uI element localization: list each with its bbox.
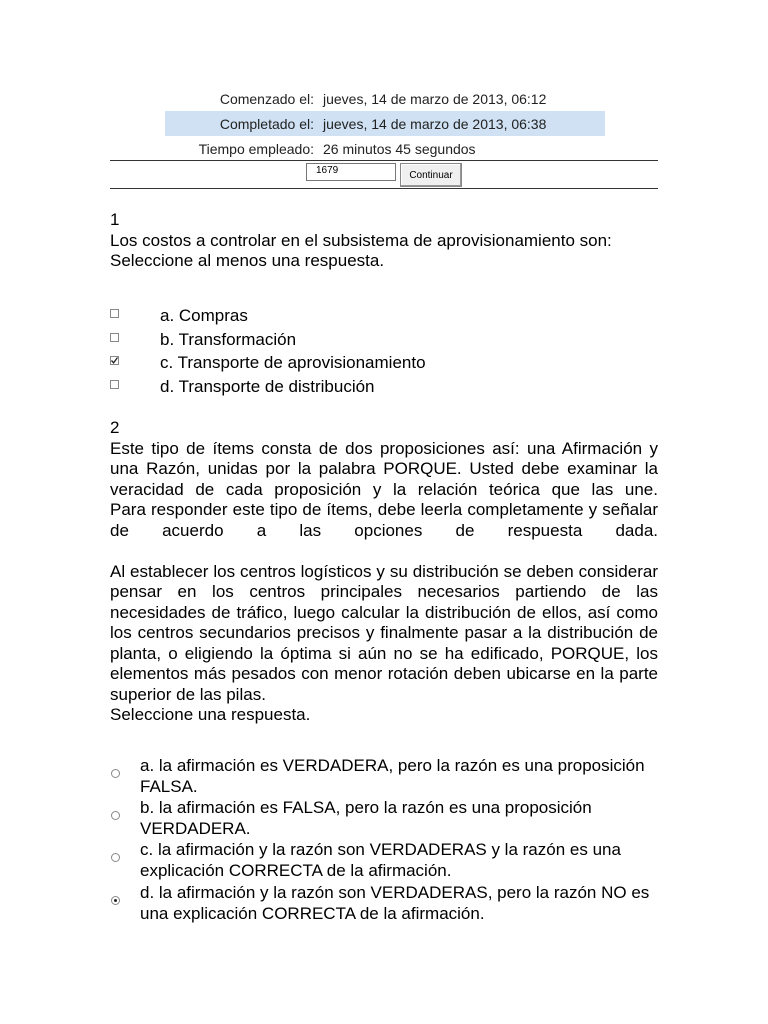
option-label: d. Transporte de distribución — [160, 377, 375, 396]
question-text: Los costos a controlar en el subsistema de aprovisionamiento son: — [110, 230, 612, 250]
option-label: c. la afirmación y la razón son VERDADERAS y la razón es una explicación CORRECTA de la afirmación. — [140, 840, 621, 880]
elapsed-label: Tiempo empleado: — [198, 141, 314, 157]
attempt-summary — [110, 86, 658, 161]
started-row — [110, 86, 658, 111]
completed-value: jueves, 14 de marzo de 2013, 06:38 — [323, 116, 547, 132]
started-value: jueves, 14 de marzo de 2013, 06:12 — [323, 91, 547, 107]
question-instruction: Seleccione al menos una respuesta. — [110, 251, 385, 270]
question-2 — [110, 418, 658, 726]
divider-top — [110, 160, 658, 161]
question-intro-2: Para responder este tipo de ítems, debe leerla completamente y señalar de acuerdo a las opciones de respuesta dada. — [110, 500, 658, 540]
divider-bottom — [110, 188, 658, 189]
question-intro-1: Este tipo de ítems consta de dos proposiciones así: una Afirmación y una Razón, unidas por la palabra PORQUE. Usted debe examinar la veracidad de cada proposición y la relación teórica que las une. — [110, 438, 658, 499]
completed-label: Completado el: — [219, 116, 314, 132]
question-number: 2 — [110, 418, 120, 437]
option-label: b. Transformación — [160, 330, 297, 349]
check-icon — [111, 357, 118, 364]
page-code-input[interactable]: 1679 — [306, 163, 396, 181]
checkbox[interactable] — [110, 309, 119, 318]
option-label: d. la afirmación y la razón son VERDADERAS, pero la razón NO es una explicación CORRECTA de la afirmación. — [140, 883, 650, 923]
option-label: a. la afirmación es VERDADERA, pero la razón es una proposición FALSA. — [140, 756, 645, 796]
completed-row — [165, 111, 605, 136]
question-number: 1 — [110, 210, 120, 229]
radio-button[interactable] — [111, 769, 120, 778]
option-label: b. la afirmación es FALSA, pero la razón es una proposición VERDADERA. — [140, 798, 592, 838]
started-label: Comenzado el: — [219, 91, 314, 107]
option-label: c. Transporte de aprovisionamiento — [160, 353, 426, 372]
question-instruction: Seleccione una respuesta. — [110, 705, 311, 724]
radio-button[interactable] — [111, 811, 120, 820]
question-statement: Al establecer los centros logísticos y su distribución se deben considerar pensar en los centros principales necesarios partiendo de las necesidades de tráfico, luego calcular la distribución de ellos, así como los centros secundarios precisos y finalmente pasar a la distribución de planta, o eligiendo la óptima si aún no se ha edificado, PORQUE, los elementos más pesados con menor rotación deben ubicarse en la parte superior de las pilas. — [110, 561, 658, 704]
continue-button[interactable]: Continuar — [400, 163, 462, 187]
checkbox[interactable] — [110, 380, 119, 389]
radio-button-selected[interactable] — [111, 896, 120, 905]
elapsed-row — [110, 136, 658, 161]
checkbox-checked[interactable] — [110, 356, 119, 365]
question-1 — [110, 210, 658, 272]
elapsed-value: 26 minutos 45 segundos — [323, 141, 476, 157]
checkbox[interactable] — [110, 333, 119, 342]
radio-button[interactable] — [111, 853, 120, 862]
option-label: a. Compras — [160, 306, 248, 325]
